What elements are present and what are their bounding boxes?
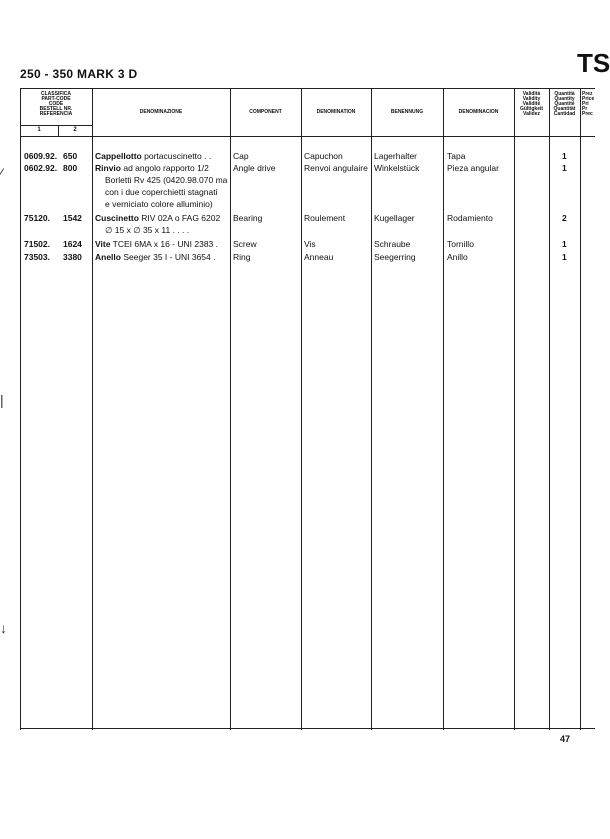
header-part-code: CLASSIFICA PART-CODE CODE BESTELL NR. REFERENCIA: [39, 91, 73, 117]
document-title: 250 - 350 MARK 3 D: [20, 67, 138, 81]
section-letters: TS: [577, 48, 610, 78]
denominacion-es: Anillo: [447, 252, 468, 262]
header-denominacion: DENOMINACION: [458, 109, 499, 115]
component-en: Cap: [233, 151, 249, 161]
description-line: Anello Seeger 35 I - UNI 3654 .: [95, 252, 216, 262]
binder-hole-mark: ↓: [0, 620, 7, 636]
quantity: 1: [562, 252, 567, 262]
col-line: [514, 89, 515, 730]
denominacion-es: Pieza angular: [447, 163, 499, 173]
benennung-de: Schraube: [374, 239, 411, 249]
col-line: [443, 89, 444, 730]
description-line: Cappellotto portacuscinetto . .: [95, 151, 212, 161]
component-en: Angle drive: [233, 163, 276, 173]
col-line: [301, 89, 302, 730]
quantity: 2: [562, 213, 567, 223]
col-line: [371, 89, 372, 730]
description-line: Borletti Rv 425 (0420.98.070 ma: [105, 175, 228, 185]
part-code: 73503.: [24, 252, 50, 262]
header-prezzo: Prez Price Pri Pr Prec: [582, 91, 595, 117]
benennung-de: Seegerring: [374, 252, 416, 262]
table-bottom-border: [20, 728, 595, 729]
quantity: 1: [562, 151, 567, 161]
part-code: 0609.92.: [24, 151, 58, 161]
binder-hole-mark: |: [0, 392, 4, 408]
header-col-1: 1: [37, 127, 41, 133]
col-line: [230, 89, 231, 730]
denomination-fr: Vis: [304, 239, 316, 249]
header-denomination: DENOMINATION: [316, 109, 356, 115]
part-code: 71502.: [24, 239, 50, 249]
quantity: 1: [562, 239, 567, 249]
component-en: Ring: [233, 252, 251, 262]
header-col-2: 2: [73, 127, 77, 133]
description-line: Rinvio ad angolo rapporto 1/2: [95, 163, 209, 173]
part-code-suffix: 3380: [63, 252, 82, 262]
part-code-suffix: 1624: [63, 239, 82, 249]
part-code-suffix: 1542: [63, 213, 82, 223]
description-line: con i due coperchietti stagnati: [105, 187, 218, 197]
benennung-de: Winkelstück: [374, 163, 420, 173]
quantity: 1: [562, 163, 567, 173]
col-line: [92, 89, 93, 730]
header-validita: Validità Validity Validité Gültigkeit Validez: [519, 91, 544, 117]
denomination-fr: Capuchon: [304, 151, 343, 161]
benennung-de: Kugellager: [374, 213, 415, 223]
part-code-suffix: 650: [63, 151, 78, 161]
description-line: ∅ 15 x ∅ 35 x 11 . . . .: [105, 225, 190, 235]
denominacion-es: Rodamiento: [447, 213, 493, 223]
table-top-border: [20, 88, 595, 89]
binder-hole-mark: ⁄: [0, 165, 3, 181]
col-line: [549, 89, 550, 730]
denomination-fr: Anneau: [304, 252, 334, 262]
description-line: Vite TCEI 6MA x 16 - UNI 2383 .: [95, 239, 218, 249]
table-header-border: [20, 136, 595, 137]
component-en: Screw: [233, 239, 257, 249]
description-line: e verniciato colore alluminio): [105, 199, 213, 209]
header-benennung: BENENNUNG: [390, 109, 424, 115]
header-denominazione: DENOMINAZIONE: [139, 109, 183, 115]
denomination-fr: Roulement: [304, 213, 346, 223]
denominacion-es: Tapa: [447, 151, 466, 161]
part-code-suffix: 800: [63, 163, 78, 173]
part-code: 75120.: [24, 213, 50, 223]
description-line: Cuscinetto RIV 02A o FAG 6202: [95, 213, 221, 223]
component-en: Bearing: [233, 213, 263, 223]
header-component: COMPONENT: [249, 109, 282, 115]
header-quantita: Quantità Quantity Quantité Quantität Cantidad: [553, 91, 576, 117]
code-subheader-line: [20, 125, 92, 126]
benennung-de: Lagerhalter: [374, 151, 418, 161]
col-line: [580, 89, 581, 730]
denomination-fr: Renvoi angulaire: [304, 163, 368, 173]
page-number: 47: [560, 734, 571, 744]
denominacion-es: Tornillo: [447, 239, 474, 249]
col-line: [20, 89, 21, 730]
part-code: 0602.92.: [24, 163, 58, 173]
